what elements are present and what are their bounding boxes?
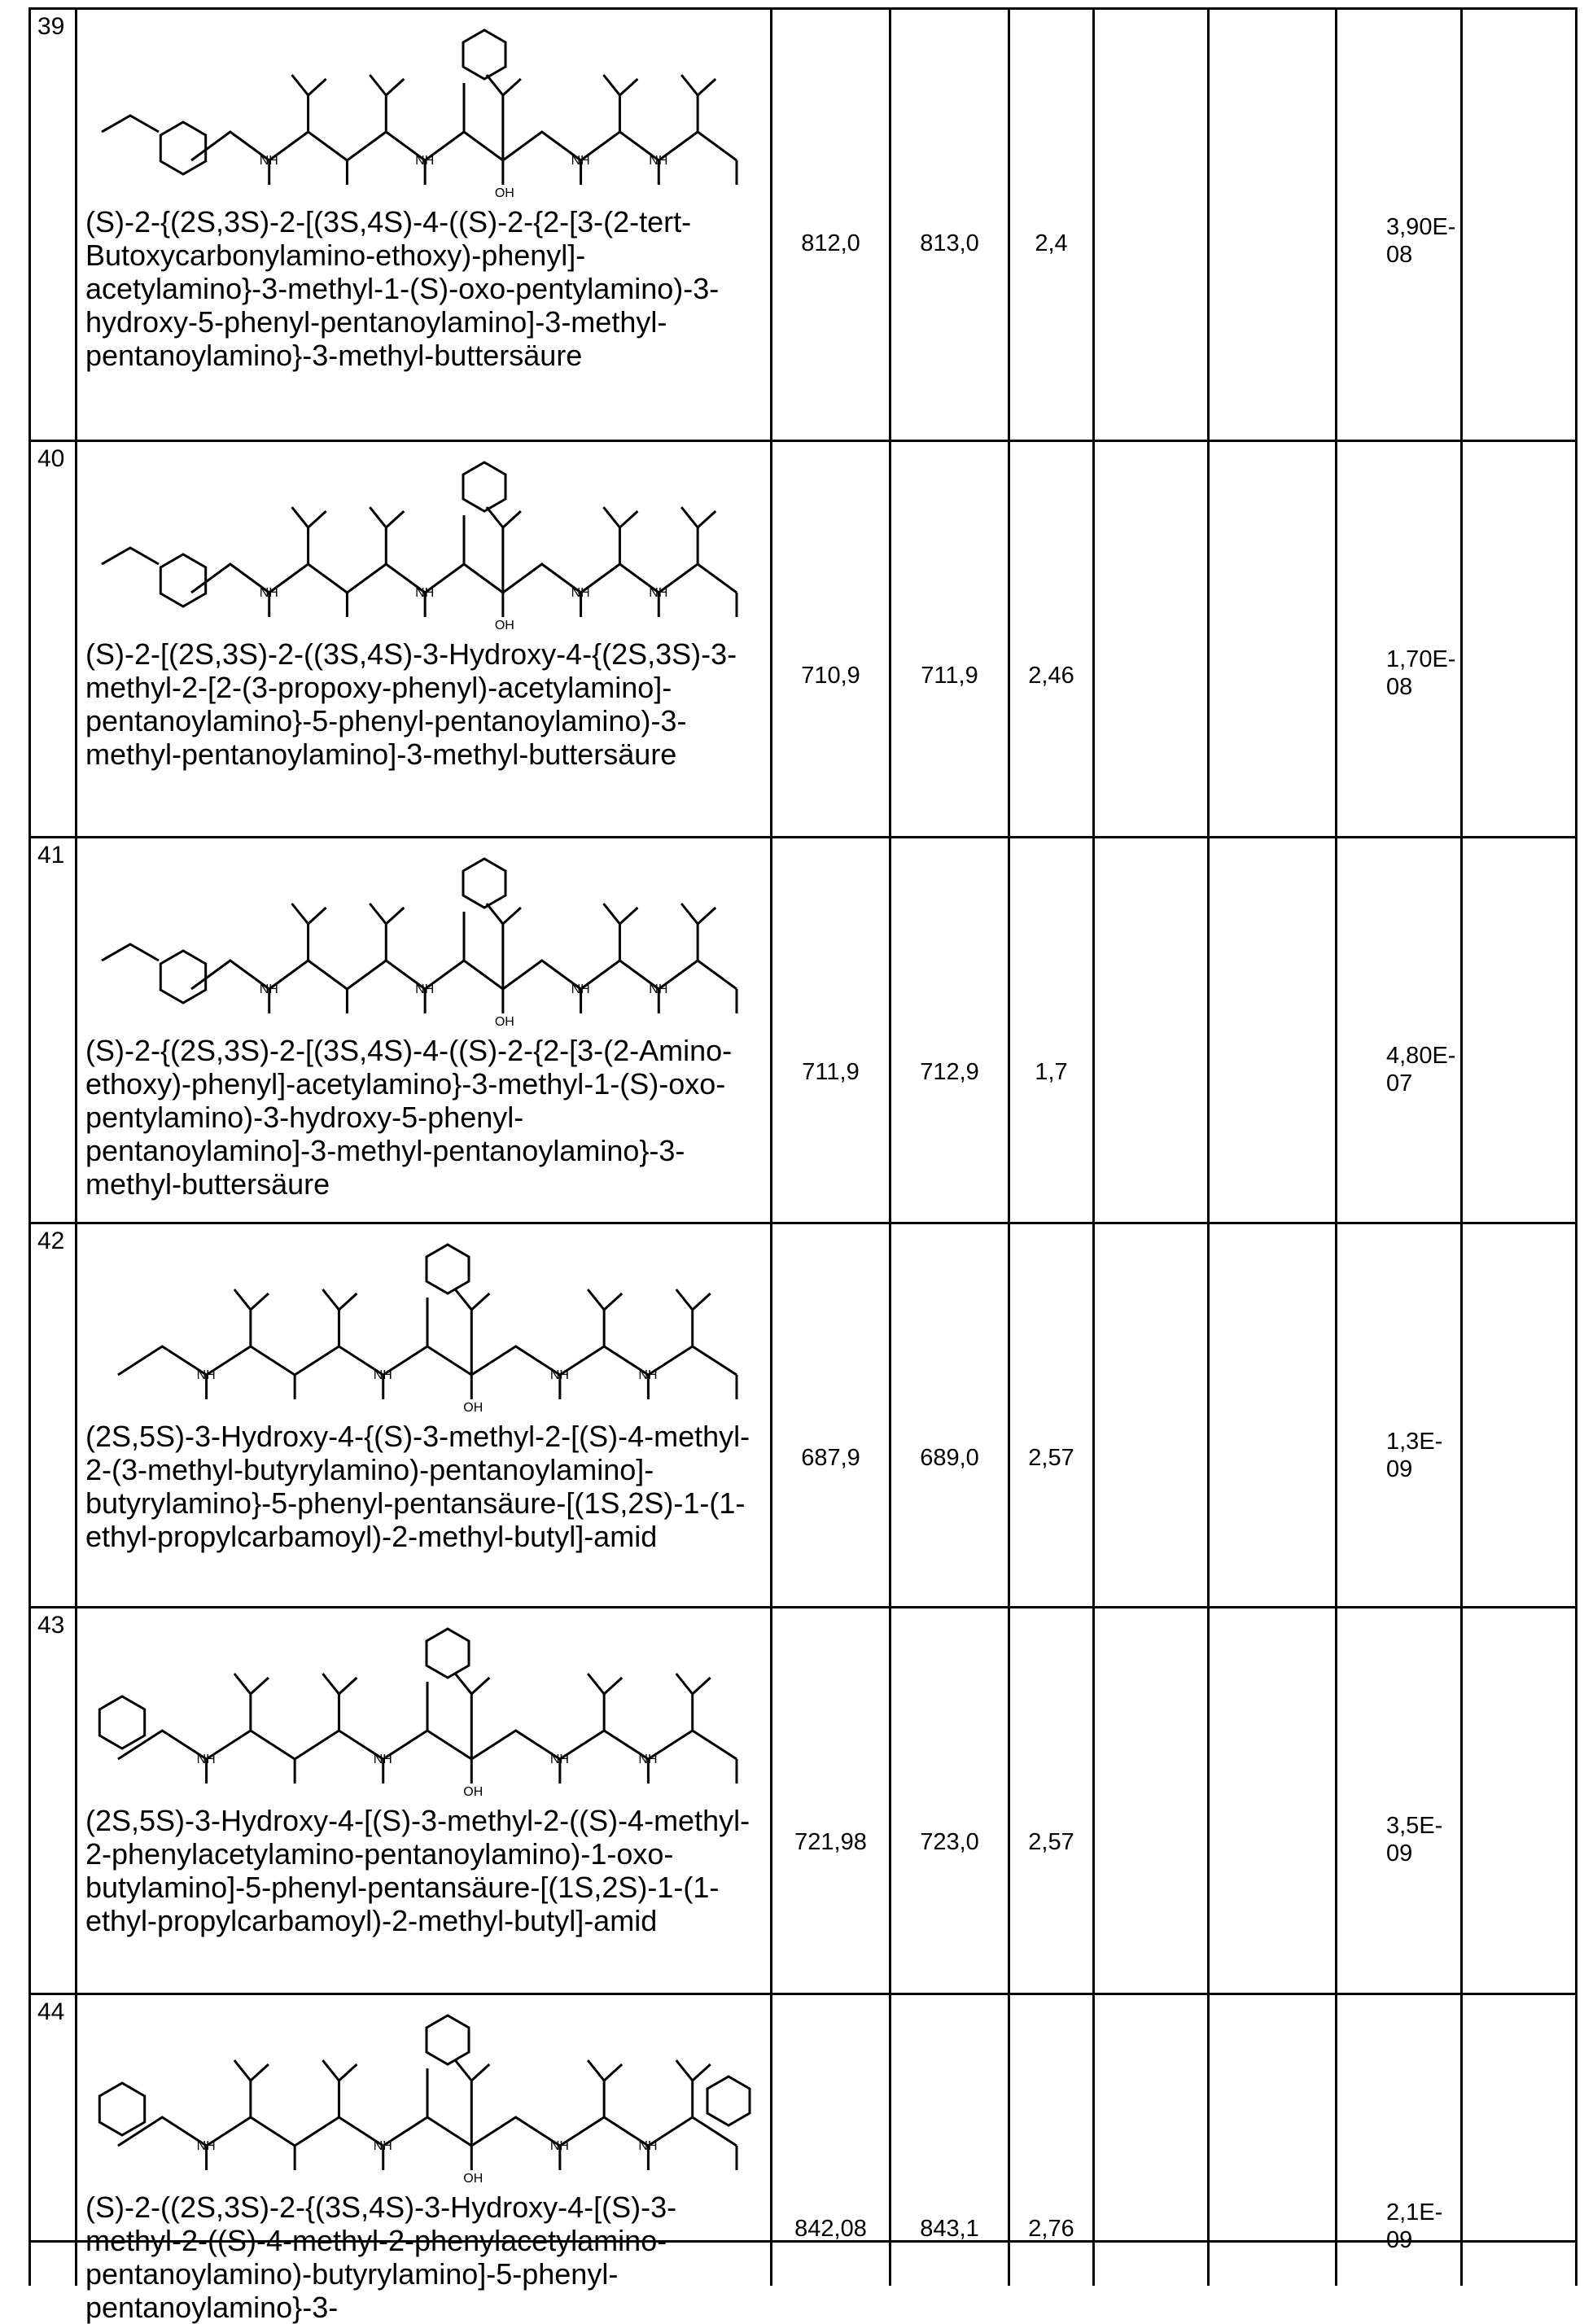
chemical-structure [85,1224,761,1420]
empty-value [1463,838,1577,1058]
svg-text:OH: OH [495,619,514,632]
empty-cell [1207,1224,1335,1606]
empty-cell [1460,10,1577,440]
value-cell [1008,1224,1092,1606]
svg-text:NH: NH [260,983,278,996]
empty-value [1210,1608,1335,1828]
svg-text:NH: NH [415,586,434,600]
activity-value: 3,5E-09 [1337,1608,1460,1867]
svg-text:NH: NH [415,154,434,168]
mw-found-cell [889,1608,1008,1993]
mw-calculated-cell [770,1608,889,1993]
table-border [1575,10,1577,440]
activity-value: 4,80E-07 [1337,838,1460,1097]
svg-text:NH: NH [374,1368,392,1382]
structure-name-cell [75,442,770,836]
compound-name: (S)-2-((2S,3S)-2-{(3S,4S)-3-Hydroxy-4-[(S)-3-methyl-2-((S)-4-methyl-2-phenylacetylamino-pentanoylamino)-butyrylamino]-5-phenyl-pentanoylamino}-3- [85,2191,762,2324]
svg-text:NH: NH [374,1753,392,1766]
value-value: 2,57 [1010,1224,1092,1472]
table-row [28,1222,1577,1606]
svg-text:NH: NH [415,983,434,996]
svg-text:NH: NH [638,1753,657,1766]
empty-value [1463,1995,1577,2215]
empty-value [1210,1995,1335,2215]
structure-name-cell [75,1224,770,1606]
structure-and-name [77,1224,770,1553]
chemical-structure [85,1995,761,2191]
mw-calculated-value: 710,9 [772,442,889,689]
empty-value [1095,1995,1207,2215]
empty-cell [1460,442,1577,836]
mw-found-cell [889,10,1008,440]
svg-text:NH: NH [638,1368,657,1382]
empty-cell [1092,442,1207,836]
activity-value: 1,70E-08 [1337,442,1460,701]
compound-number: 41 [31,838,75,873]
activity-cell [1335,1608,1460,1993]
svg-text:NH: NH [649,983,667,996]
svg-text:NH: NH [197,2139,216,2153]
structure-and-name [77,442,770,771]
empty-value [1095,838,1207,1058]
empty-cell [1460,1224,1577,1606]
empty-value [1210,838,1335,1058]
svg-text:NH: NH [649,586,667,600]
svg-text:NH: NH [638,2139,657,2153]
empty-value [1210,1224,1335,1444]
svg-text:NH: NH [550,1368,569,1382]
svg-text:NH: NH [374,2139,392,2153]
value-cell [1008,1608,1092,1993]
activity-value: 2,1E-09 [1337,1995,1460,2254]
mw-calculated-cell [770,838,889,1222]
mw-calculated-value: 842,08 [772,1995,889,2243]
table-row [28,440,1577,836]
number-cell [28,10,75,440]
value-cell [1008,838,1092,1222]
mw-found-value: 843,1 [891,1995,1008,2243]
empty-cell [1207,442,1335,836]
mw-calculated-value: 812,0 [772,10,889,257]
empty-cell [1207,1608,1335,1993]
mw-calculated-value: 687,9 [772,1224,889,1472]
empty-value [1210,10,1335,230]
number-cell [28,838,75,1222]
structure-name-cell [75,838,770,1222]
empty-cell [1460,1608,1577,1993]
table-border [1575,1224,1577,1606]
compound-name: (2S,5S)-3-Hydroxy-4-[(S)-3-methyl-2-((S)-4-methyl-2-phenylacetylamino-pentanoylamino)-1-oxo-butylamino]-5-phenyl-pentansäure-[(1S,2S)-1-(1-ethyl-propylcarbamoyl)-2-methyl-butyl]-amid [85,1804,762,1937]
mw-found-cell [889,838,1008,1222]
svg-text:OH: OH [463,1401,483,1415]
empty-value [1095,442,1207,662]
value-cell [1008,10,1092,440]
mw-found-value: 711,9 [891,442,1008,689]
svg-text:OH: OH [495,186,514,200]
value-value: 2,4 [1010,10,1092,257]
svg-text:NH: NH [260,586,278,600]
empty-cell [1207,10,1335,440]
mw-calculated-cell [770,442,889,836]
value-value: 2,46 [1010,442,1092,689]
number-cell [28,442,75,836]
structure-name-cell [75,1608,770,1993]
compound-name: (2S,5S)-3-Hydroxy-4-{(S)-3-methyl-2-[(S)-4-methyl-2-(3-methyl-butyrylamino)-pentanoylamino]-butyrylamino}-5-phenyl-pentansäure-[(1S,2S)-1-(1-ethyl-propylcarbamoyl)-2-methyl-butyl]-amid [85,1420,762,1553]
empty-value [1463,1608,1577,1828]
value-value: 2,57 [1010,1608,1092,1856]
svg-text:NH: NH [197,1368,216,1382]
svg-text:OH: OH [463,2172,483,2186]
chemical-structure [85,1608,761,1804]
structure-and-name [77,838,770,1201]
compound-number: 44 [31,1995,75,2029]
table-border [1575,1608,1577,1993]
value-cell [1008,442,1092,836]
svg-text:NH: NH [260,154,278,168]
structure-and-name [77,1608,770,1937]
mw-calculated-value: 721,98 [772,1608,889,1856]
empty-cell [1092,838,1207,1222]
empty-value [1463,10,1577,230]
activity-value: 1,3E-09 [1337,1224,1460,1483]
activity-cell [1335,10,1460,440]
compound-name: (S)-2-[(2S,3S)-2-((3S,4S)-3-Hydroxy-4-{(2S,3S)-3-methyl-2-[2-(3-propoxy-phenyl)-acetylamino]-pentanoylamino}-5-phenyl-pentanoylamino)-3-methyl-pentanoylamino]-3-methyl-buttersäure [85,637,762,771]
empty-cell [1207,838,1335,1222]
structure-name-cell [75,10,770,440]
compound-number: 39 [31,10,75,44]
activity-cell [1335,442,1460,836]
empty-cell [1092,1224,1207,1606]
mw-found-value: 712,9 [891,838,1008,1086]
empty-value [1095,1224,1207,1444]
activity-value: 3,90E-08 [1337,10,1460,269]
mw-found-cell [889,442,1008,836]
table-row [28,1606,1577,1993]
number-cell [28,1224,75,1606]
table-row [28,7,1577,440]
value-value: 2,76 [1010,1995,1092,2243]
compound-name: (S)-2-{(2S,3S)-2-[(3S,4S)-4-((S)-2-{2-[3-(2-Amino-ethoxy)-phenyl]-acetylamino}-3-methyl-1-(S)-oxo-pentylamino)-3-hydroxy-5-phenyl-pentanoylamino]-3-methyl-pentanoylamino}-3-methyl-buttersäure [85,1034,762,1201]
mw-found-cell [889,1224,1008,1606]
compound-number: 40 [31,442,75,476]
svg-text:NH: NH [571,586,590,600]
mw-calculated-cell [770,10,889,440]
svg-text:OH: OH [495,1015,514,1029]
svg-text:NH: NH [550,2139,569,2153]
compound-number: 43 [31,1608,75,1643]
table-row [28,836,1577,1222]
table-border [1575,442,1577,836]
empty-cell [1092,1608,1207,1993]
mw-calculated-cell [770,1224,889,1606]
empty-value [1463,1224,1577,1444]
mw-found-value: 723,0 [891,1608,1008,1856]
svg-text:NH: NH [649,154,667,168]
compound-name: (S)-2-{(2S,3S)-2-[(3S,4S)-4-((S)-2-{2-[3-(2-tert-Butoxycarbonylamino-ethoxy)-phenyl]-acetylamino}-3-methyl-1-(S)-oxo-pentylamino)-3-hydroxy-5-phenyl-pentanoylamino]-3-methyl-pentanoylamino}-3-methyl-buttersäure [85,205,762,372]
svg-text:NH: NH [550,1753,569,1766]
svg-text:OH: OH [463,1785,483,1799]
empty-value [1095,10,1207,230]
table-border [1575,838,1577,1222]
mw-found-value: 689,0 [891,1224,1008,1472]
structure-and-name [77,1995,770,2324]
structure-and-name [77,10,770,372]
chemical-structure [85,442,761,637]
value-value: 1,7 [1010,838,1092,1086]
svg-text:NH: NH [571,983,590,996]
empty-value [1095,1608,1207,1828]
table-border [28,2240,1577,2243]
chemical-structure [85,10,761,205]
empty-value [1463,442,1577,662]
svg-text:NH: NH [197,1753,216,1766]
activity-cell [1335,838,1460,1222]
chemical-structure [85,838,761,1034]
empty-cell [1092,10,1207,440]
svg-text:NH: NH [571,154,590,168]
mw-calculated-value: 711,9 [772,838,889,1086]
mw-found-value: 813,0 [891,10,1008,257]
activity-cell [1335,1224,1460,1606]
empty-value [1210,442,1335,662]
number-cell [28,1608,75,1993]
empty-cell [1460,838,1577,1222]
compound-number: 42 [31,1224,75,1258]
